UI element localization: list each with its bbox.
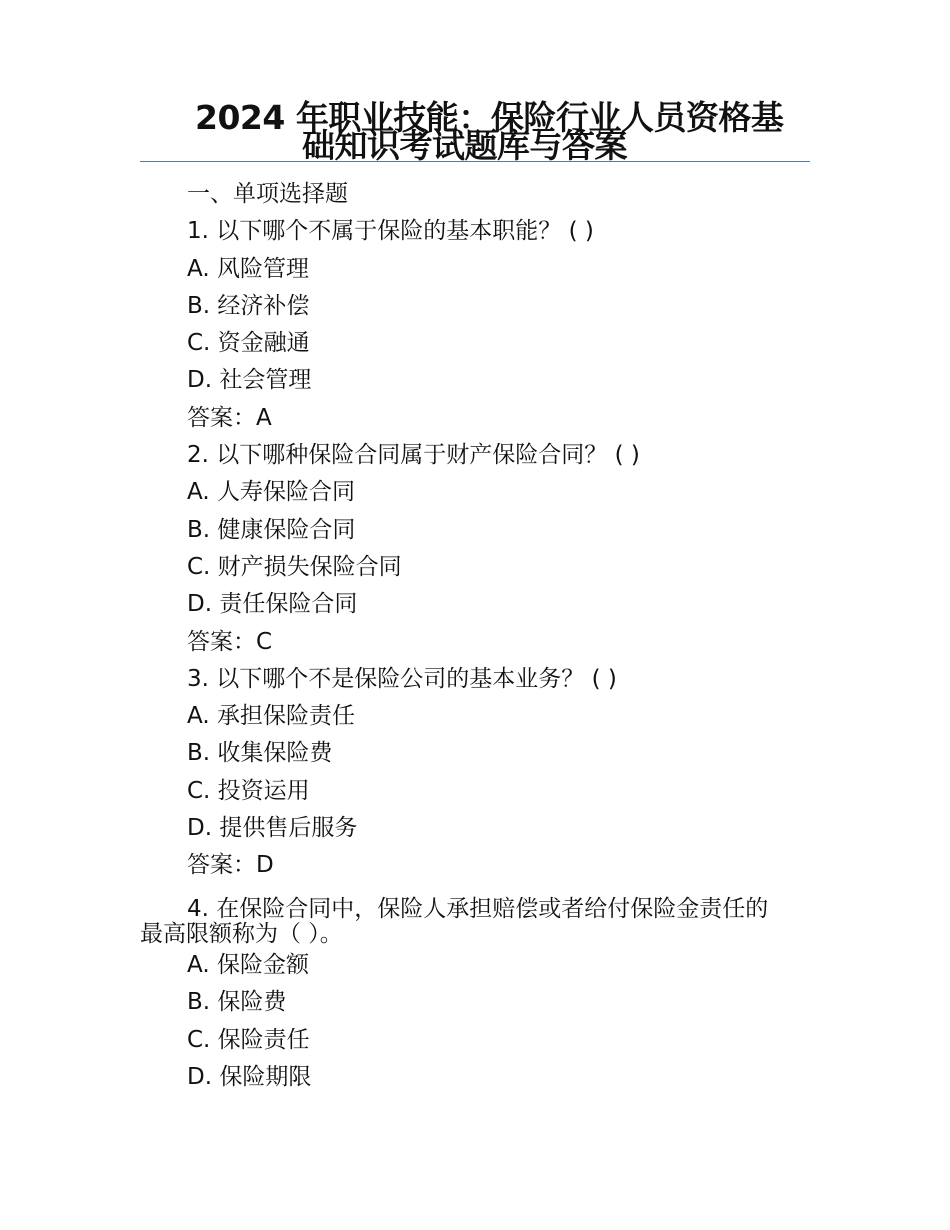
question-text: 1. 以下哪个不属于保险的基本职能？ ( ) [187, 218, 594, 245]
title-line-2: 础知识考试题库与答案 [302, 126, 627, 165]
question-text: 2. 以下哪种保险合同属于财产保险合同？ ( ) [187, 442, 640, 469]
option-c: C. 财产损失保险合同 [187, 553, 402, 580]
answer-text: 答案：D [187, 852, 274, 879]
option-d: D. 责任保险合同 [187, 591, 358, 618]
question-block-4 [140, 885, 810, 1096]
option-d: D. 社会管理 [187, 367, 312, 394]
title-line-1: 2024 年职业技能：保险行业人员资格基 [195, 98, 784, 137]
title-underline [140, 161, 810, 162]
option-d: D. 提供售后服务 [187, 815, 358, 842]
document-body [140, 176, 810, 1096]
answer-text: 答案：A [187, 404, 272, 431]
option-c: C. 保险责任 [187, 1026, 310, 1053]
option-a: A. 承担保险责任 [187, 703, 355, 730]
question-text-line-2: 最高限额称为（ ）。 [140, 920, 343, 947]
section-heading: 一、单项选择题 [187, 181, 348, 207]
option-a: A. 保险金额 [187, 951, 309, 978]
question-block-2 [140, 437, 810, 661]
question-text-line-1: 4. 在保险合同中，保险人承担赔偿或者给付保险金责任的 [187, 895, 769, 922]
question-text [140, 885, 810, 947]
document-title [140, 98, 810, 165]
option-c: C. 投资运用 [187, 777, 310, 804]
option-b: B. 保险费 [187, 989, 287, 1016]
answer-text: 答案：C [187, 628, 273, 655]
option-b: B. 收集保险费 [187, 740, 333, 767]
question-block-1 [140, 213, 810, 437]
option-a: A. 风险管理 [187, 255, 309, 282]
question-block-3 [140, 661, 810, 885]
option-a: A. 人寿保险合同 [187, 479, 355, 506]
option-c: C. 资金融通 [187, 330, 310, 357]
option-b: B. 健康保险合同 [187, 516, 356, 543]
option-b: B. 经济补偿 [187, 292, 310, 319]
option-d: D. 保险期限 [187, 1063, 312, 1090]
question-text: 3. 以下哪个不是保险公司的基本业务？ ( ) [187, 665, 617, 692]
